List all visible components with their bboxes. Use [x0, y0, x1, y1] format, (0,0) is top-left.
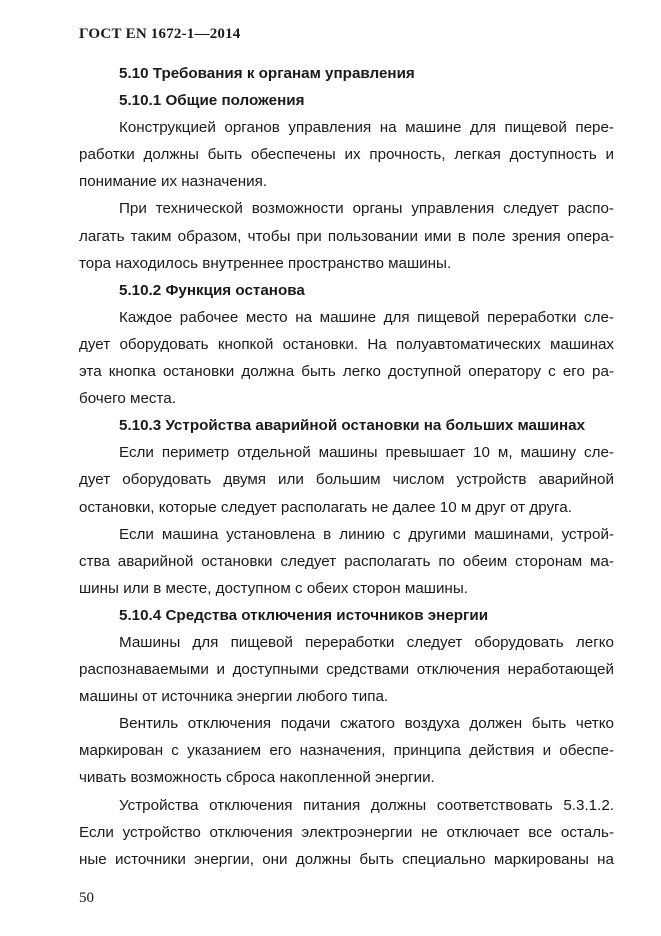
- page-number: 50: [79, 890, 94, 906]
- paragraph-line: работки должны быть обеспечены их прочность, легкая доступность и: [79, 146, 614, 164]
- document-header: ГОСТ EN 1672-1—2014: [79, 26, 241, 42]
- subsection-heading: 5.10.1 Общие положения: [119, 92, 305, 110]
- section-heading: 5.10 Требования к органам управления: [119, 65, 415, 82]
- paragraph-line: Каждое рабочее место на машине для пищевой переработки сле-: [119, 308, 614, 326]
- paragraph-line: понимание их назначения.: [79, 173, 268, 191]
- paragraph-line: Если устройство отключения электроэнергии не отключает все осталь-: [79, 823, 614, 841]
- paragraph-line: Конструкцией органов управления на машине для пищевой пере-: [119, 119, 614, 137]
- paragraph-line: маркирован с указанием его назначения, принципа действия и обеспе-: [79, 742, 614, 760]
- paragraph-line: эта кнопка остановки должна быть легко доступной оператору с его ра-: [79, 363, 614, 381]
- paragraph-line: Вентиль отключения подачи сжатого воздуха должен быть четко: [119, 715, 614, 733]
- document-body: [79, 60, 614, 873]
- subsection-heading: 5.10.4 Средства отключения источников энергии: [119, 606, 489, 624]
- paragraph-line: Машины для пищевой переработки следует оборудовать легко: [119, 633, 614, 651]
- paragraph-line: ства аварийной остановки следует располагать по обеим сторонам ма-: [79, 552, 614, 570]
- paragraph-line: остановки, которые следует располагать не далее 10 м друг от друга.: [79, 498, 572, 516]
- paragraph-line: машины от источника энергии любого типа.: [79, 688, 389, 706]
- paragraph-line: Если машина установлена в линию с другими машинами, устрой-: [119, 525, 614, 543]
- paragraph-line: Устройства отключения питания должны соответствовать 5.3.1.2.: [119, 796, 614, 814]
- paragraph-line: лагать таким образом, чтобы при пользовании ими в поле зрения опера-: [79, 227, 614, 245]
- paragraph-line: бочего места.: [79, 390, 176, 408]
- paragraph-line: тора находилось внутреннее пространство машины.: [79, 254, 452, 272]
- paragraph-line: При технической возможности органы управления следует распо-: [119, 200, 614, 218]
- paragraph-line: Если периметр отдельной машины превышает 10 м, машину сле-: [119, 444, 614, 462]
- paragraph-line: дует оборудовать кнопкой остановки. На полуавтоматических машинах: [79, 335, 614, 353]
- paragraph-line: ные источники энергии, они должны быть специально маркированы на: [79, 850, 614, 868]
- paragraph-line: шины или в месте, доступном с обеих сторон машины.: [79, 579, 468, 597]
- subsection-heading: 5.10.3 Устройства аварийной остановки на больших машинах: [119, 417, 586, 435]
- paragraph-line: распознаваемыми и доступными средствами отключения неработающей: [79, 661, 614, 679]
- paragraph-line: дует оборудовать двумя или большим числом устройств аварийной: [79, 471, 614, 489]
- subsection-heading: 5.10.2 Функция останова: [119, 281, 305, 299]
- paragraph-line: чивать возможность сброса накопленной энергии.: [79, 769, 435, 787]
